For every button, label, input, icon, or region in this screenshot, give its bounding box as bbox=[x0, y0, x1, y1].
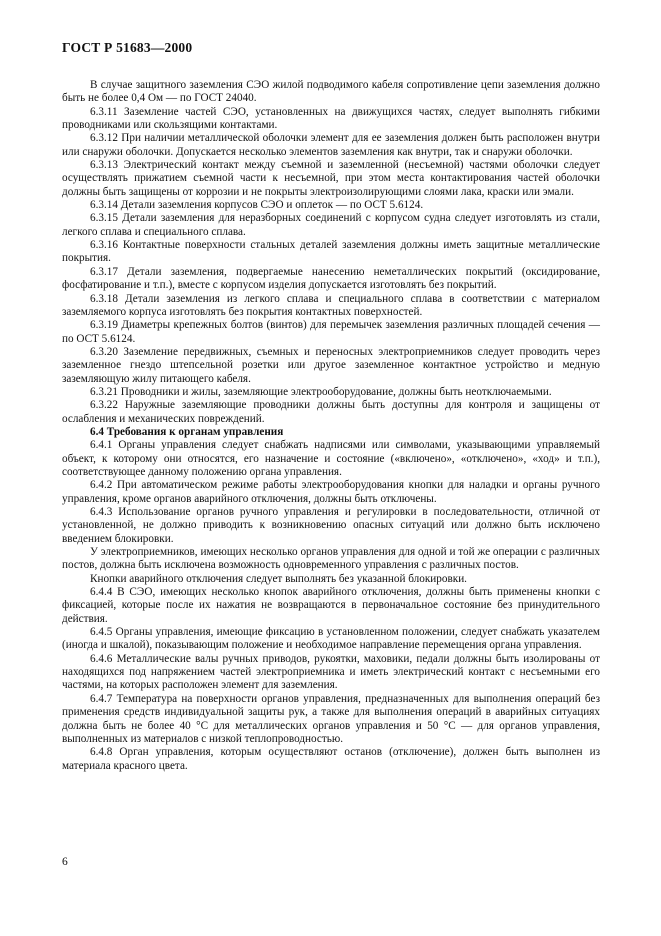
paragraph: 6.3.20 Заземление передвижных, съемных и переносных электроприемников следует проводить через заземленное гнездо штепсельной розетки или другое заземленное контактное устройство и медную заземляющую жилу питающего кабеля. bbox=[62, 345, 600, 385]
paragraph: 6.3.12 При наличии металлической оболочки элемент для ее заземления должен быть расположен внутри или снаружи оболочки. Допускается несколько элементов заземления как внутри, так и снаружи оболочки. bbox=[62, 132, 600, 158]
paragraph: 6.3.14 Детали заземления корпусов СЭО и оплеток — по ОСТ 5.6124. bbox=[90, 199, 424, 212]
page-header: ГОСТ Р 51683—2000 bbox=[62, 40, 193, 55]
body-text bbox=[62, 79, 600, 773]
section-heading: 6.4 Требования к органам управления bbox=[90, 425, 284, 438]
paragraph: 6.3.19 Диаметры крепежных болтов (винтов) для перемычек заземления различных площадей сечения — по ОСТ 5.6124. bbox=[62, 319, 600, 345]
paragraph: 6.3.18 Детали заземления из легкого сплава и специального сплава в соответствии с материалом заземляемого корпуса изготовлять без покрытия контактных поверхностей. bbox=[62, 292, 600, 318]
paragraph: 6.3.16 Контактные поверхности стальных деталей заземления должны иметь защитные металлические покрытия. bbox=[62, 239, 600, 265]
paragraph: 6.4.7 Температура на поверхности органов управления, предназначенных для выполнения операций без применения средств индивидуальной защиты рук, а также для выполнения операций в аварийных ситуациях должна быть не более 40 °С для металлических органов управления и 50 °С — для органов управления, выполненных из материалов с низкой теплопроводностью. bbox=[62, 692, 600, 745]
paragraph: У электроприемников, имеющих несколько органов управления для одной и той же операции с различных постов, должна быть исключена возможность одновременного управления с различных постов. bbox=[62, 546, 600, 572]
page-number: 6 bbox=[62, 856, 68, 868]
paragraph: 6.4.5 Органы управления, имеющие фиксацию в установленном положении, следует снабжать указателем (иногда и шкалой), показывающим положение и необходимое направление перемещения органа управления. bbox=[62, 626, 600, 652]
paragraph: 6.3.22 Наружные заземляющие проводники должны быть доступны для контроля и защищены от ослабления и механических повреждений. bbox=[62, 399, 600, 425]
paragraph: 6.4.2 При автоматическом режиме работы электрооборудования кнопки для наладки и органы ручного управления, кроме органов аварийного отключения, должны быть отключены. bbox=[62, 479, 600, 505]
paragraph: 6.4.8 Орган управления, которым осуществляют останов (отключение), должен быть выполнен из материала красного цвета. bbox=[62, 746, 600, 772]
paragraph: 6.4.3 Использование органов ручного управления и регулировки в последовательности, отличной от установленной, не должно приводить к возникновению опасных ситуаций или должно быть исключено введением блокировки. bbox=[62, 506, 600, 545]
paragraph: 6.3.11 Заземление частей СЭО, установленных на движущихся частях, следует выполнять гибкими проводниками или скользящими контактами. bbox=[62, 105, 600, 132]
paragraph: 6.3.15 Детали заземления для неразборных соединений с корпусом судна следует изготовлять из стали, легкого сплава и специального сплава. bbox=[62, 212, 600, 238]
paragraph: 6.3.17 Детали заземления, подвергаемые нанесению неметаллических покрытий (оксидирование, фосфатирование и т.п.), вместе с корпусом изделия допускается изготовлять без покрытий. bbox=[62, 265, 600, 292]
paragraph: Кнопки аварийного отключения следует выполнять без указанной блокировки. bbox=[90, 572, 467, 585]
paragraph: 6.4.1 Органы управления следует снабжать надписями или символами, указывающими управляемый объект, к которому они относятся, его назначение и состояние («включено», «отключено», «ход» и т.п.), соответствующее данному положению органа управления. bbox=[62, 439, 600, 478]
paragraph: 6.3.13 Электрический контакт между съемной и заземленной (несъемной) частями оболочки следует осуществлять прижатием съемной части к несъемной, при этом места контактирования частей оболочки должны быть защищены от коррозии и не покрыты электроизолирующими слоями лака, краски или эмали. bbox=[62, 159, 600, 198]
paragraph: 6.3.21 Проводники и жилы, заземляющие электрооборудование, должны быть неотключаемыми. bbox=[90, 385, 552, 398]
paragraph: 6.4.4 В СЭО, имеющих несколько кнопок аварийного отключения, должны быть применены кнопки с фиксацией, которые после их нажатия не возвращаются в первоначальное состояние без принудительного действия. bbox=[62, 586, 600, 625]
paragraph: В случае защитного заземления СЭО жилой подводимого кабеля сопротивление цепи заземления должно быть не более 0,4 Ом — по ГОСТ 24040. bbox=[62, 79, 600, 105]
paragraph: 6.4.6 Металлические валы ручных приводов, рукоятки, маховики, педали должны быть изолированы от находящихся под напряжением частей электроприемника и иметь электрический контакт с несъемными его частями, на которых расположен элемент для заземления. bbox=[62, 652, 600, 692]
